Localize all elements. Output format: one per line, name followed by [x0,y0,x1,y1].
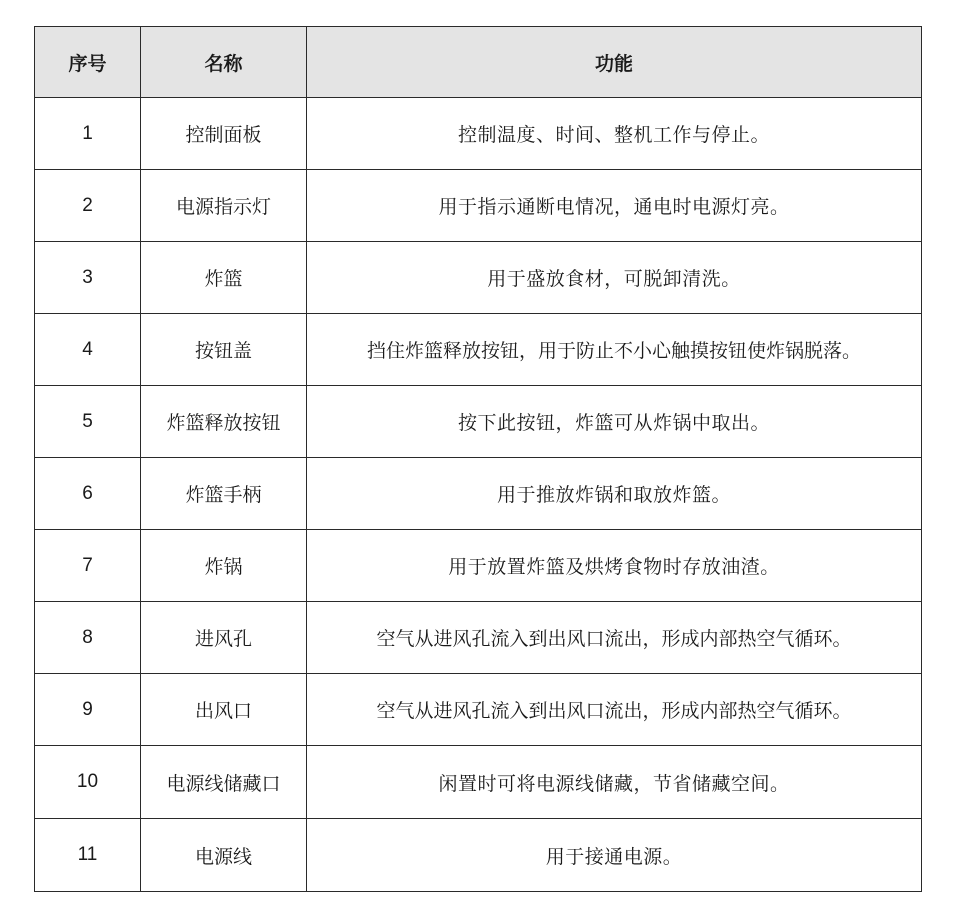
table-body [35,98,922,892]
cell-number: 4 [35,314,141,386]
cell-function: 挡住炸篮释放按钮，用于防止不小心触摸按钮使炸锅脱落。 [307,314,922,386]
cell-name: 电源线 [141,819,307,892]
table-row [35,458,922,530]
cell-number: 10 [35,746,141,819]
cell-name: 电源线储藏口 [141,746,307,819]
header-number: 序号 [35,27,141,98]
cell-function: 闲置时可将电源线储藏，节省储藏空间。 [307,746,922,819]
cell-name: 电源指示灯 [141,170,307,242]
table-row [35,170,922,242]
cell-name: 控制面板 [141,98,307,170]
cell-name: 炸篮手柄 [141,458,307,530]
table-row [35,314,922,386]
cell-number: 9 [35,674,141,746]
cell-function: 空气从进风孔流入到出风口流出，形成内部热空气循环。 [307,602,922,674]
cell-number: 5 [35,386,141,458]
table-row [35,386,922,458]
cell-name: 出风口 [141,674,307,746]
parts-function-table [34,26,922,892]
cell-number: 3 [35,242,141,314]
cell-function: 用于盛放食材，可脱卸清洗。 [307,242,922,314]
table-row [35,746,922,819]
table-row [35,98,922,170]
cell-number: 1 [35,98,141,170]
cell-function: 控制温度、时间、整机工作与停止。 [307,98,922,170]
cell-name: 按钮盖 [141,314,307,386]
table-row [35,602,922,674]
cell-function: 按下此按钮，炸篮可从炸锅中取出。 [307,386,922,458]
cell-name: 炸锅 [141,530,307,602]
table-header [35,27,922,98]
cell-number: 11 [35,819,141,892]
cell-name: 炸篮释放按钮 [141,386,307,458]
cell-number: 6 [35,458,141,530]
cell-function: 用于指示通断电情况，通电时电源灯亮。 [307,170,922,242]
table-row [35,242,922,314]
cell-number: 7 [35,530,141,602]
cell-number: 2 [35,170,141,242]
cell-function: 用于接通电源。 [307,819,922,892]
table-row [35,819,922,892]
table-row [35,674,922,746]
cell-name: 炸篮 [141,242,307,314]
table-row [35,530,922,602]
cell-function: 用于推放炸锅和取放炸篮。 [307,458,922,530]
cell-name: 进风孔 [141,602,307,674]
cell-number: 8 [35,602,141,674]
header-row [35,27,922,98]
cell-function: 用于放置炸篮及烘烤食物时存放油渣。 [307,530,922,602]
cell-function: 空气从进风孔流入到出风口流出，形成内部热空气循环。 [307,674,922,746]
header-function: 功能 [307,27,922,98]
header-name: 名称 [141,27,307,98]
